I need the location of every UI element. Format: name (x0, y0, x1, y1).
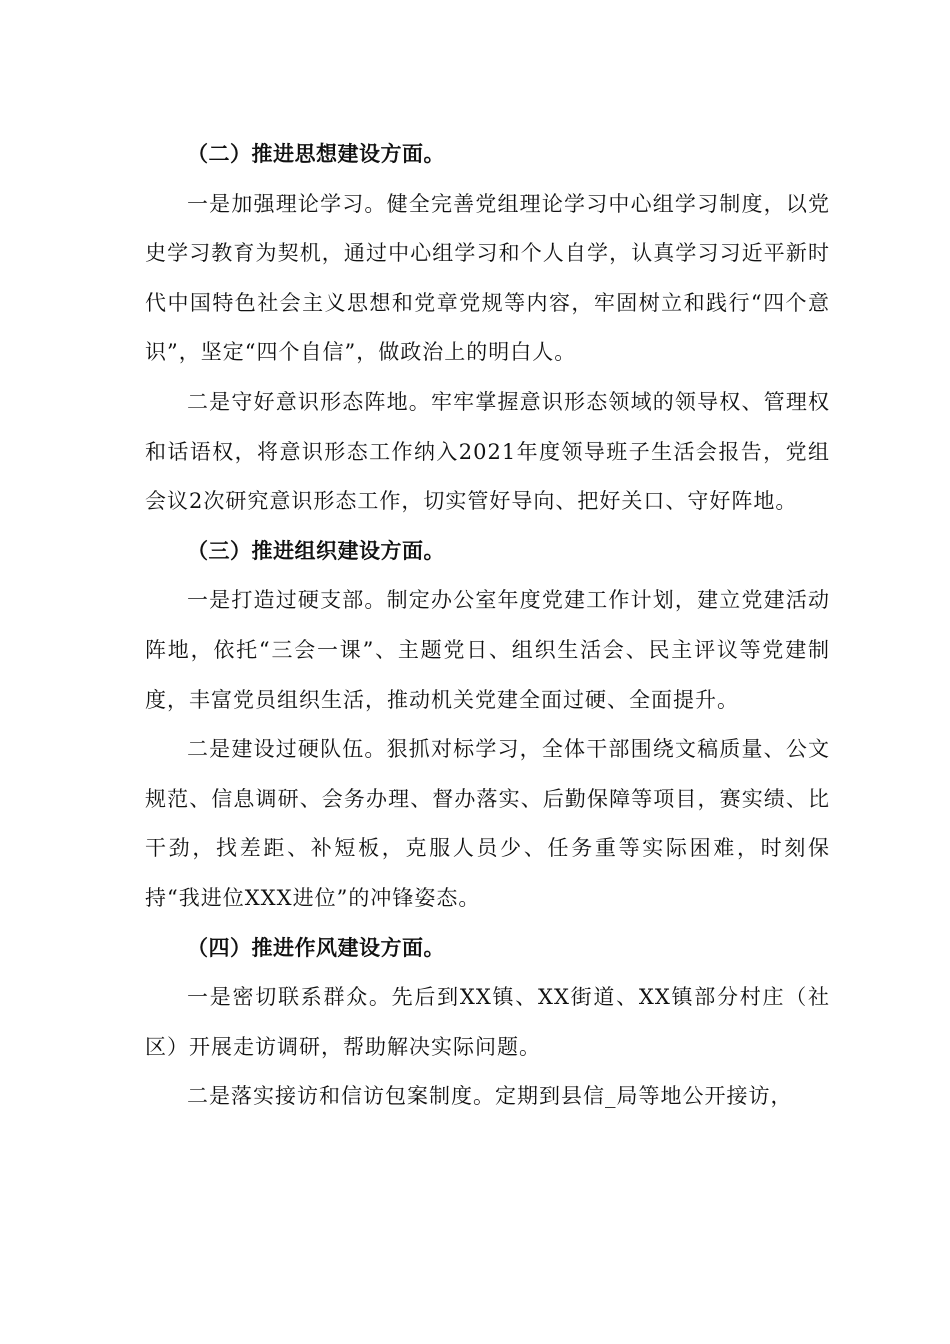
paragraph-party-branch: 一是打造过硬支部。制定办公室年度党建工作计划，建立党建活动阵地，依托“三会一课”、主题党日、组织生活会、民主评议等党建制度，丰富党员组织生活，推动机关党建全面过硬、全面提升。 (145, 588, 830, 712)
paragraph-mass-contact: 一是密切联系群众。先后到XX镇、XX街道、XX镇部分村庄（社区）开展走访调研，帮助解决实际问题。 (145, 985, 830, 1059)
section-heading-organization: （三）推进组织建设方面。 (187, 538, 445, 563)
section-heading-work-style: （四）推进作风建设方面。 (187, 935, 445, 960)
paragraph-petition-system: 二是落实接访和信访包案制度。定期到县信_局等地公开接访， (187, 1084, 793, 1109)
paragraph-ideology-position: 二是守好意识形态阵地。牢牢掌握意识形态领域的领导权、管理权和话语权，将意识形态工作纳入2021年度领导班子生活会报告，党组会议2次研究意识形态工作，切实管好导向、把好关口、守好阵地。 (145, 389, 830, 514)
section-heading-ideology: （二）推进思想建设方面。 (187, 142, 445, 166)
paragraph-team-building: 二是建设过硬队伍。狠抓对标学习，全体干部围绕文稿质量、公文规范、信息调研、会务办理、督办落实、后勤保障等项目，赛实绩、比干劲，找差距、补短板，克服人员少、任务重等实际困难，时刻保持“我进位XXX进位”的冲锋姿态。 (145, 737, 830, 910)
paragraph-theory-study: 一是加强理论学习。健全完善党组理论学习中心组学习制度，以党史学习教育为契机，通过中心组学习和个人自学，认真学习习近平新时代中国特色社会主义思想和党章党规等内容，牢固树立和践行“四个意识”，坚定“四个自信”，做政治上的明白人。 (145, 191, 830, 365)
